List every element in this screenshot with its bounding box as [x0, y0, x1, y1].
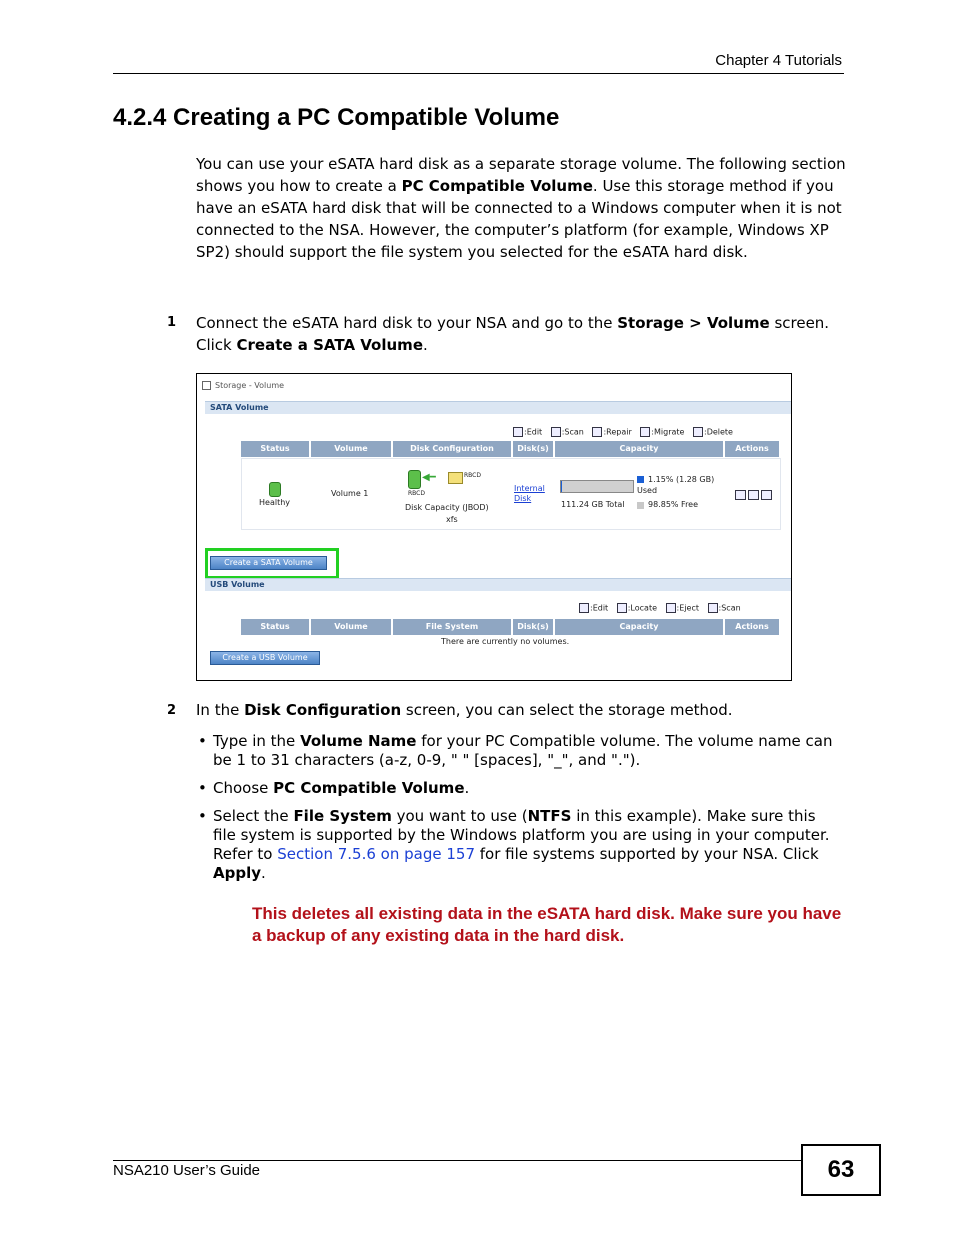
capacity-bar-fill: [561, 481, 562, 492]
delete-icon: [693, 427, 703, 437]
step-number-2: 2: [167, 703, 177, 718]
free-swatch-icon: [637, 502, 644, 509]
scan-icon[interactable]: [748, 490, 759, 500]
chapter-header: Chapter 4 Tutorials: [715, 52, 842, 69]
usb-volume-bar: USB Volume: [205, 578, 791, 591]
folder-icon: [448, 472, 463, 484]
row-disk-config: Disk Capacity (JBOD): [405, 503, 489, 512]
internal-disk-link[interactable]: Internal: [514, 484, 545, 493]
sata-volume-bar: SATA Volume: [205, 401, 791, 414]
bullet-pc-compatible: Choose PC Compatible Volume.: [213, 779, 470, 797]
col-status: Status: [241, 441, 309, 457]
step-1-text: Connect the eSATA hard disk to your NSA and go to the Storage > Volume screen. Click Create a SATA Volume.: [196, 314, 830, 354]
col-disk-configuration: Disk Configuration: [393, 441, 511, 457]
healthy-disk-icon: [269, 482, 281, 497]
tag-left: RBCD: [408, 490, 425, 497]
scan-icon: [551, 427, 561, 437]
col-disks: Disk(s): [513, 441, 553, 457]
row-volume: Volume 1: [331, 489, 369, 498]
capacity-total: 111.24 GB Total: [561, 500, 625, 509]
section-link[interactable]: Section 7.5.6 on page 157: [277, 845, 475, 863]
usb-col-volume: Volume: [311, 619, 391, 635]
section-title: 4.2.4 Creating a PC Compatible Volume: [113, 104, 560, 131]
scan-icon: [708, 603, 718, 613]
migrate-icon: [640, 427, 650, 437]
create-sata-volume-button[interactable]: Create a SATA Volume: [210, 556, 327, 570]
usb-legend: :Edit :Locate :Eject :Scan: [573, 603, 741, 613]
col-capacity: Capacity: [555, 441, 723, 457]
col-actions: Actions: [725, 441, 779, 457]
used-swatch-icon: [637, 476, 644, 483]
create-usb-volume-button[interactable]: Create a USB Volume: [210, 651, 320, 665]
locate-icon: [617, 603, 627, 613]
footer-guide-title: NSA210 User’s Guide: [113, 1162, 261, 1179]
disk-stack-icon: [408, 470, 421, 489]
step-2-text: In the Disk Configuration screen, you can select the storage method.: [196, 701, 733, 719]
bullet-marker: •: [198, 732, 207, 750]
col-volume: Volume: [311, 441, 391, 457]
bullet-volume-name: Type in the Volume Name for your PC Compatible volume. The volume name can be 1 to 31 characters (a-z, 0-9, " " [spaces], "_", and ".").: [213, 732, 833, 769]
usb-col-disks: Disk(s): [513, 619, 553, 635]
table-row: [241, 458, 781, 530]
bullet-file-system: Select the File System you want to use (NTFS in this example). Make sure this file system is supported by the Windows platform you are using in your computer. Refer to Section 7.5.6 on page 157 for file systems supported by your NSA. Click Apply.: [213, 807, 830, 882]
page-number: 63: [801, 1144, 881, 1196]
eject-icon: [666, 603, 676, 613]
usb-col-status: Status: [241, 619, 309, 635]
breadcrumb: Storage - Volume: [202, 381, 284, 390]
bullet-marker: •: [198, 779, 207, 797]
footer-rule: [113, 1160, 802, 1161]
usb-col-file-system: File System: [393, 619, 511, 635]
bullet-marker: •: [198, 807, 207, 825]
usb-col-capacity: Capacity: [555, 619, 723, 635]
warning-note: This deletes all existing data in the eSATA hard disk. Make sure you have a backup of any existing data in the hard disk.: [252, 904, 842, 945]
header-rule: [113, 73, 844, 74]
repair-icon: [592, 427, 602, 437]
usb-col-actions: Actions: [725, 619, 779, 635]
internal-disk-link-2[interactable]: Disk: [514, 494, 532, 503]
edit-icon: [579, 603, 589, 613]
capacity-used: 1.15% (1.28 GB): [648, 475, 715, 484]
usb-empty-message: There are currently no volumes.: [441, 637, 570, 646]
capacity-bar: [560, 480, 634, 493]
intro-paragraph: You can use your eSATA hard disk as a separate storage volume. The following section shows you how to create a PC Compatible Volume. Use this storage method if you have an eSATA hard disk that will be connected to a Windows computer when it is not connected to the NSA. However, the computer’s platform (for example, Windows XP SP2) should support the file system you selected for the eSATA hard disk.: [196, 155, 846, 261]
edit-icon[interactable]: [735, 490, 746, 500]
step-number-1: 1: [167, 315, 177, 330]
sata-legend: :Edit :Scan :Repair :Migrate :Delete: [507, 427, 733, 437]
arrow-left-icon: ◀━: [422, 472, 436, 483]
tag-right: RBCD: [464, 472, 481, 479]
capacity-free: 98.85% Free: [648, 500, 699, 509]
capacity-used-label: Used: [637, 486, 658, 495]
grid-icon: [202, 381, 211, 390]
edit-icon: [513, 427, 523, 437]
row-status: Healthy: [259, 498, 291, 507]
delete-icon[interactable]: [761, 490, 772, 500]
volume-screenshot: [196, 373, 792, 681]
row-fs: xfs: [446, 515, 458, 524]
